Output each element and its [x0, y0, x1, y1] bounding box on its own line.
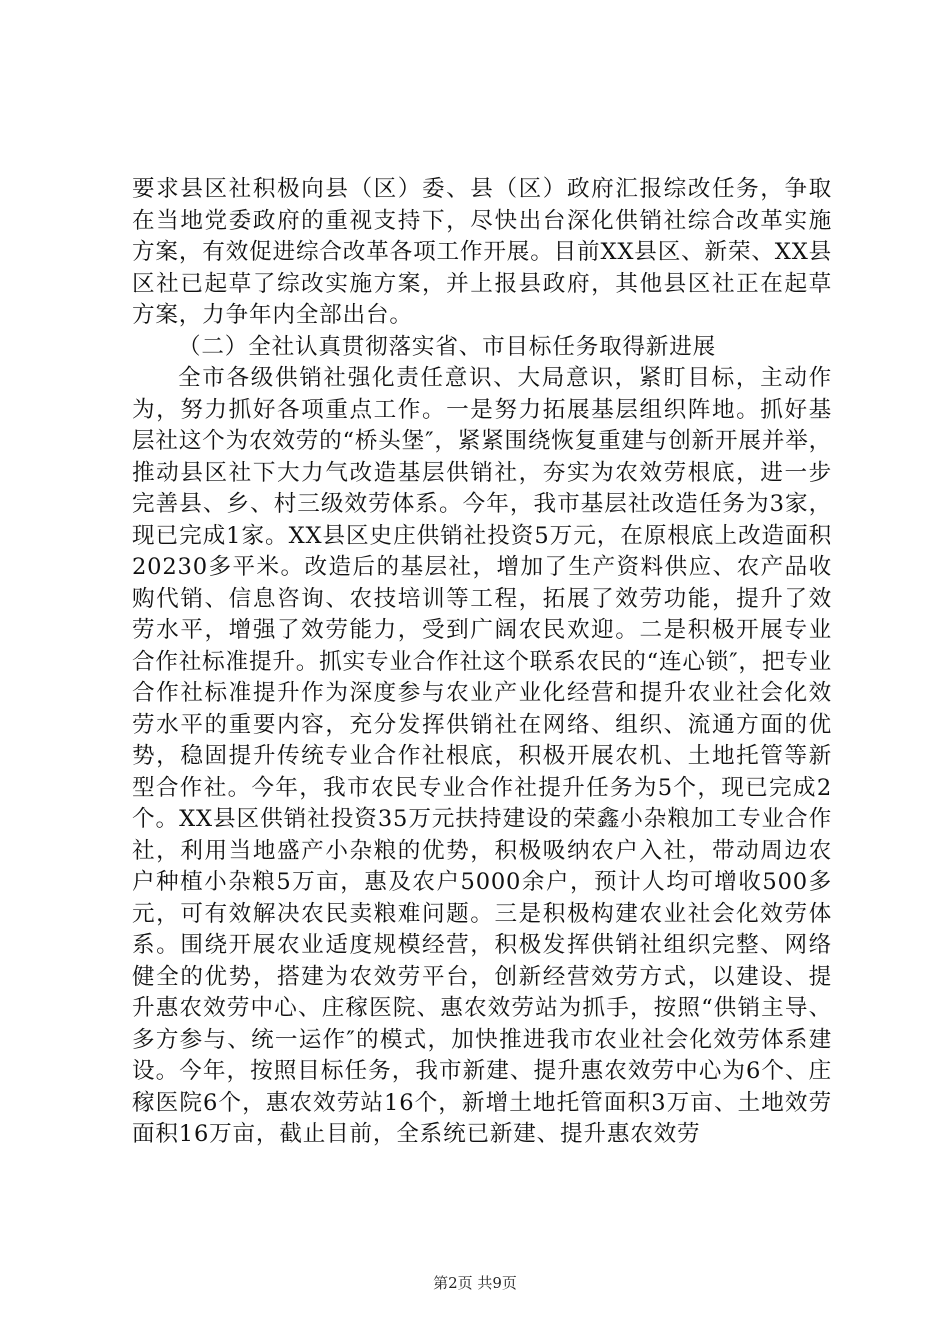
page-footer: 第2页 共9页 — [433, 1274, 517, 1292]
paragraph-main: 全市各级供销社强化责任意识、大局意识，紧盯目标，主动作为，努力抓好各项重点工作。一是努力拓展基层组织阵地。抓好基层社这个为农效劳的“桥头堡″，紧紧围绕恢复重建与创新开展并举，推动县区社下大力气改造基层供销社，夯实为农效劳根底，进一步完善县、乡、村三级效劳体系。今年，我市基层社改造任务为3家，现已完成1家。XX县区史庄供销社投资5万元，在原根底上改造面积20230多平米。改造后的基层社，增加了生产资料供应、农产品收购代销、信息咨询、农技培训等工程，拓展了效劳功能，提升了效劳水平，增强了效劳能力，受到广阔农民欢迎。二是积极开展专业合作社标准提升。抓实专业合作社这个联系农民的“连心锁″，把专业合作社标准提升作为深度参与农业产业化经营和提升农业社会化效劳水平的重要内容，充分发挥供销社在网络、组织、流通方面的优势，稳固提升传统专业合作社根底，积极开展农机、土地托管等新型合作社。今年，我市农民专业合作社提升任务为5个，现已完成2个。XX县区供销社投资35万元扶持建设的荣鑫小杂粮加工专业合作社，利用当地盛产小杂粮的优势，积极吸纳农户入社，带动周边农户种植小杂粮5万亩，惠及农户5000余户，预计人均可增收500多元，可有效解决农民卖粮难问题。三是积极构建农业社会化效劳体系。围绕开展农业适度规模经营，积极发挥供销社组织完整、网络健全的优势，搭建为农效劳平台，创新经营效劳方式，以建设、提升惠农效劳中心、庄稼医院、惠农效劳站为抓手，按照“供销主导、多方参与、统一运作″的模式，加快推进我市农业社会化效劳体系建设。今年，按照目标任务，我市新建、提升惠农效劳中心为6个、庄稼医院6个，惠农效劳站16个，新增土地托管面积3万亩、土地效劳面积16万亩，截止目前，全系统已新建、提升惠农效劳 — [132, 365, 833, 1147]
section-heading: （二）全社认真贯彻落实省、市目标任务取得新进展 — [178, 333, 717, 360]
paragraph-continuation: 要求县区社积极向县（区）委、县（区）政府汇报综改任务，争取在当地党委政府的重视支持下，尽快出台深化供销社综合改革实施方案，有效促进综合改革各项工作开展。目前XX县区、新荣、XX县区社已起草了综改实施方案，并上报县政府，其他县区社正在起草方案，力争年内全部出台。 — [132, 176, 832, 328]
document-body — [132, 174, 832, 1151]
